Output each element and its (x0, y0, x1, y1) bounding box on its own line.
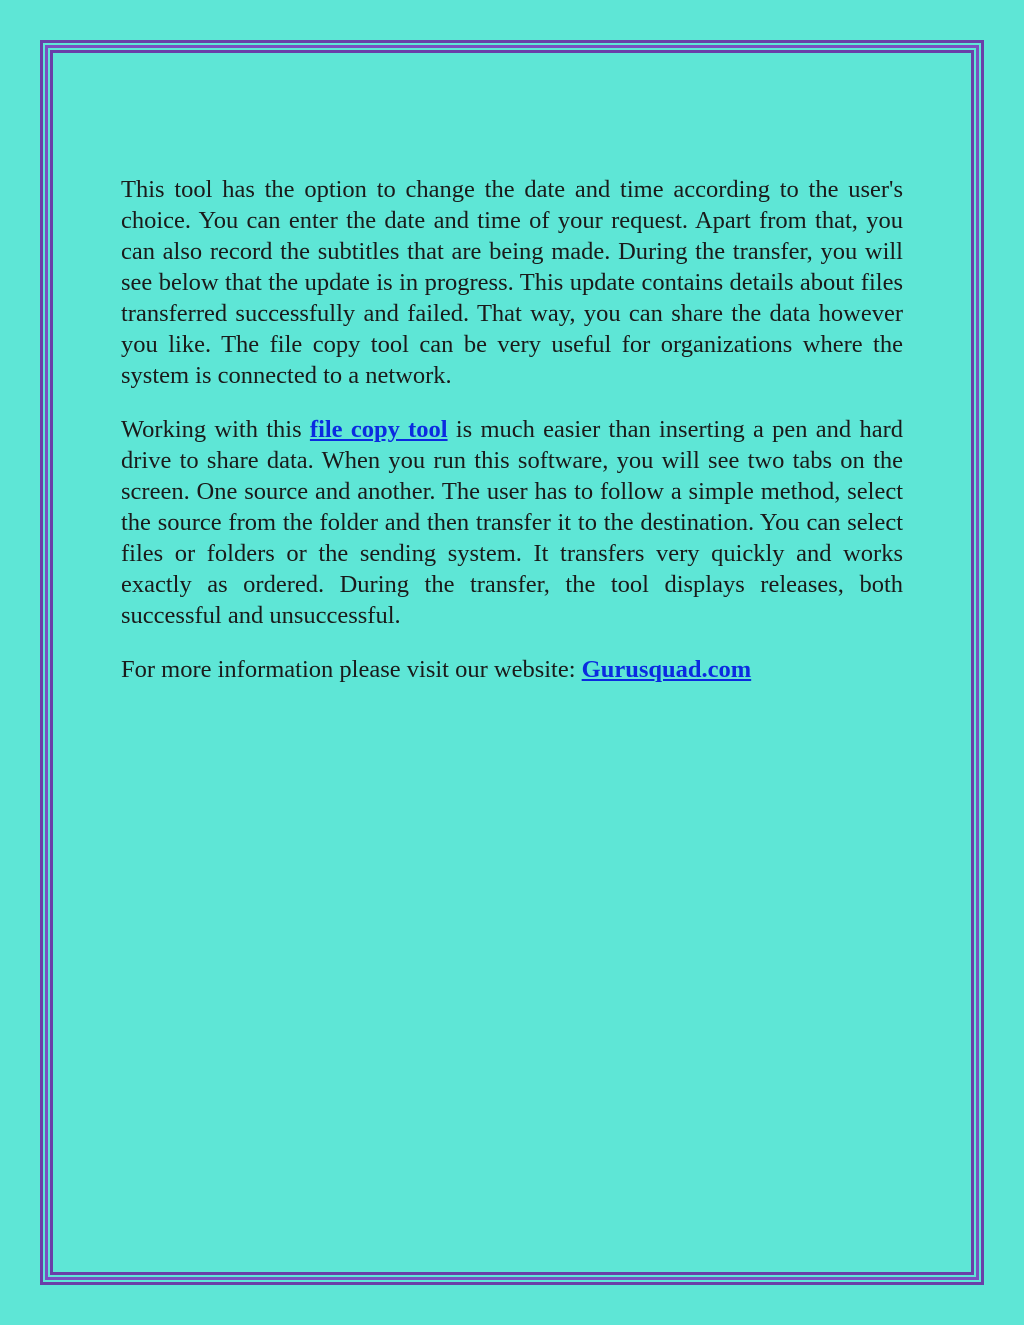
paragraph-text-start: Working with this (121, 416, 310, 443)
paragraph-tool-options: This tool has the option to change the date and time according to the user's choice. You can enter the date and time of your request. Apart from that, you can also record the subtitles that are being made. During the transfer, you will see below that the update is in progress. This update contains details about files transferred successfully and failed. That way, you can share the data however you like. The file copy tool can be very useful for organizations where the system is connected to a network. (121, 176, 903, 389)
website-link[interactable]: Gurusquad.com (581, 656, 752, 683)
more-info-text: For more information please visit our website: (121, 656, 582, 683)
paragraph-more-info (121, 654, 903, 685)
document-body (121, 174, 903, 708)
file-copy-tool-link[interactable]: file copy tool (309, 416, 448, 443)
paragraph-text-end: is much easier than inserting a pen and hard drive to share data. When you run this software, you will see two tabs on the screen. One source and another. The user has to follow a simple method, select the source from the folder and then transfer it to the destination. You can select files or folders or the sending system. It transfers very quickly and works exactly as ordered. During the transfer, the tool displays releases, both successful and unsuccessful. (121, 416, 903, 629)
paragraph-working-with-tool (121, 414, 903, 631)
